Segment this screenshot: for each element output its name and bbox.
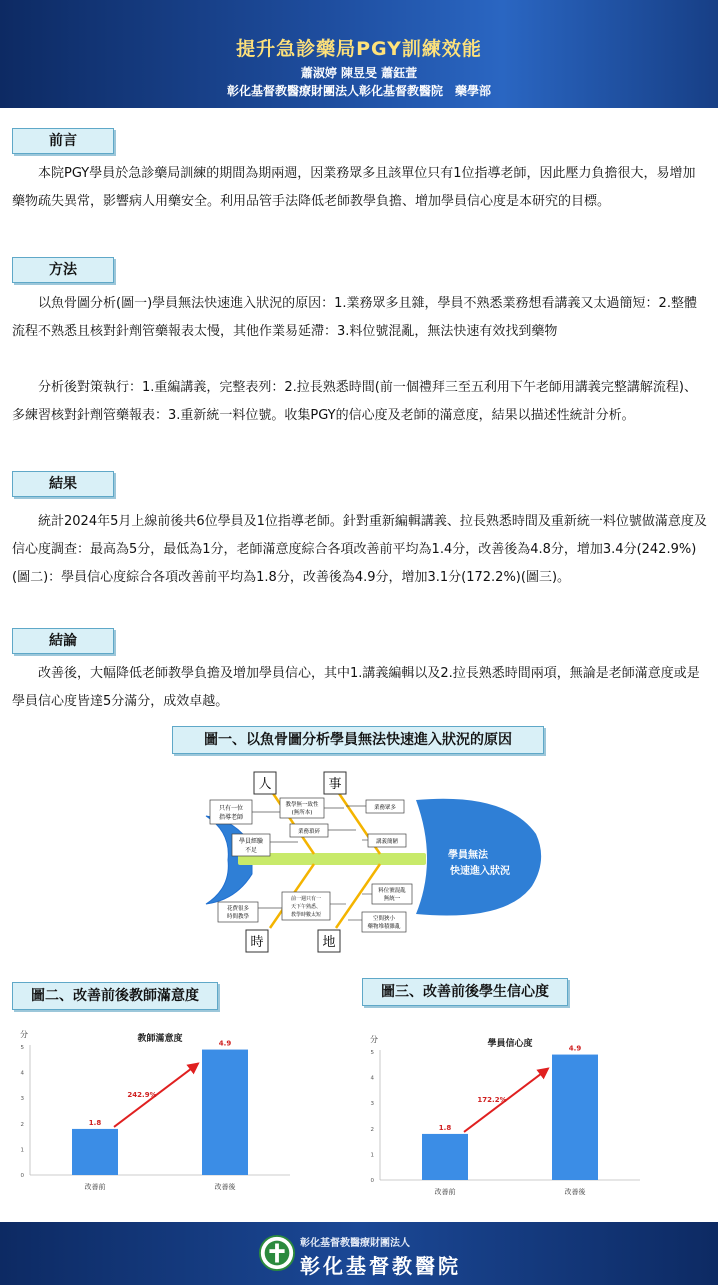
data-label-1: 4.9	[568, 1044, 582, 1053]
cause-place-1: 料位號混亂	[378, 888, 406, 894]
intro-text: 本院PGY學員於急診藥局訓練的期間為期兩週，因業務眾多且該單位只有1位指導老師，因此壓力負擔很大，易增加藥物疏失異常，影響病人用藥安全。利用品管手法降低老師教學負擔、增加學員信心度是本研究的目標。	[12, 166, 696, 209]
section-label-results: 結果	[12, 471, 114, 497]
method-text-2: 分析後對策執行：1.重編講義，完整表列：2.拉長熟悉時間(前一個禮拜三至五利用下午老師用講義完整講解流程)、多練習核對針劑管藥報表：3.重新統一料位號。收集PGY的信心度及老師的滿意度，結果以描述性統計分析。	[12, 380, 697, 423]
y-tick-label: 4	[370, 1075, 374, 1082]
poster-header	[0, 0, 718, 108]
svg-text:(無所本): (無所本)	[291, 810, 313, 816]
svg-text:藥物堆積雜亂: 藥物堆積雜亂	[367, 924, 401, 930]
affiliation: 彰化基督教醫療財團法人彰化基督教醫院 藥學部	[226, 84, 491, 98]
y-tick-label: 2	[20, 1121, 24, 1128]
bar-1	[202, 1050, 248, 1175]
y-tick-label: 5	[20, 1045, 24, 1051]
bar-0	[72, 1129, 118, 1175]
fishbone-diagram	[176, 762, 546, 958]
category-matter: 事	[328, 777, 342, 792]
figure2-title: 圖二、改善前後教師滿意度	[12, 982, 218, 1010]
cause-matter-1: 教學無一致性	[285, 802, 319, 808]
results-text: 統計2024年5月上線前後共6位學員及1位指導老師。針對重新編輯講義、拉長熟悉時間及重新統一料位號做滿意度及信心度調查：最高為5分，最低為1分，老師滿意度綜合各項改善前平均為1.4分，改善後為4.8分，增加3.4分(242.9%)(圖二)：學員信心度綜合各項改善前平均為1.8分，改善後為4.9分，增加3.1分(172.2%)(圖三)。	[12, 514, 707, 585]
y-tick-label: 0	[20, 1173, 24, 1179]
cause-matter-4: 講義簡陋	[375, 839, 399, 845]
cause-time-2: 前一週只有一	[290, 896, 322, 902]
y-tick-label: 3	[20, 1096, 24, 1103]
svg-text:時間教學: 時間教學	[226, 914, 250, 920]
chart-title: 教師滿意度	[137, 1034, 183, 1044]
y-tick-label: 0	[370, 1178, 374, 1184]
fish-head-label-2: 快速進入狀況	[450, 866, 510, 877]
svg-text:教學時數太短: 教學時數太短	[290, 912, 322, 918]
svg-text:不足: 不足	[244, 847, 258, 854]
hospital-logo-icon	[258, 1234, 296, 1272]
footer-org-big: 彰化基督教醫院	[300, 1254, 461, 1278]
chart-unit-label: 分	[20, 1030, 28, 1039]
chart-unit-label: 分	[370, 1035, 378, 1044]
y-tick-label: 1	[370, 1152, 374, 1159]
cause-matter-3: 業務瑣碎	[297, 829, 321, 835]
x-tick-label-0: 改善前	[84, 1183, 106, 1191]
cause-person-2: 學員經驗	[238, 838, 264, 845]
bar-1	[552, 1055, 598, 1180]
data-label-1: 4.9	[218, 1039, 232, 1048]
teacher-satisfaction-chart	[10, 1025, 310, 1205]
y-tick-label: 4	[20, 1070, 24, 1077]
section-label-method: 方法	[12, 257, 114, 283]
chart-title: 學員信心度	[487, 1039, 533, 1049]
poster-title: 提升急診藥局PGY訓練效能	[236, 38, 482, 60]
y-tick-label: 2	[370, 1126, 374, 1133]
growth-annotation: 242.9%	[127, 1091, 157, 1100]
y-tick-label: 3	[370, 1101, 374, 1108]
category-time: 時	[250, 935, 264, 950]
bar-0	[422, 1134, 468, 1180]
cause-time-1: 花費很多	[226, 906, 250, 912]
data-label-0: 1.8	[438, 1123, 452, 1132]
growth-annotation: 172.2%	[477, 1096, 507, 1105]
svg-text:指導老師: 指導老師	[218, 814, 244, 821]
poster-footer	[0, 1222, 718, 1285]
cause-person-1: 只有一位	[218, 805, 244, 812]
category-place: 地	[322, 935, 336, 950]
conclusion-text: 改善後，大幅降低老師教學負擔及增加學員信心，其中1.講義編輯以及2.拉長熟悉時間兩項，無論是老師滿意度或是學員信心度皆達5分滿分，成效卓越。	[12, 666, 700, 709]
footer-org-small: 彰化基督教醫療財團法人	[300, 1238, 410, 1249]
figure3-title: 圖三、改善前後學生信心度	[362, 978, 568, 1006]
svg-text:無統一: 無統一	[383, 896, 401, 902]
y-tick-label: 5	[370, 1050, 374, 1056]
y-tick-label: 1	[20, 1147, 24, 1154]
cause-matter-2: 業務眾多	[373, 805, 397, 811]
method-text-1: 以魚骨圖分析(圖一)學員無法快速進入狀況的原因：1.業務眾多且雜，學員不熟悉業務想看講義又太過簡短：2.整體流程不熟悉且核對針劑管藥報表太慢，其他作業易延滯：3.料位號混亂，無法快速有效找到藥物	[12, 296, 697, 339]
section-label-intro: 前言	[12, 128, 114, 154]
x-tick-label-1: 改善後	[214, 1183, 236, 1191]
x-tick-label-0: 改善前	[434, 1188, 456, 1196]
authors: 蕭淑婷 陳昱旻 蕭鈺萱	[300, 66, 418, 80]
fish-head-label-1: 學員無法	[448, 850, 488, 861]
x-tick-label-1: 改善後	[564, 1188, 586, 1196]
cause-place-2: 空間狹小	[372, 916, 396, 922]
data-label-0: 1.8	[88, 1118, 102, 1127]
section-label-conclusion: 結論	[12, 628, 114, 654]
student-confidence-chart	[360, 1030, 660, 1210]
figure1-title: 圖一、以魚骨圖分析學員無法快速進入狀況的原因	[172, 726, 544, 754]
svg-text:天下午熟悉、: 天下午熟悉、	[290, 904, 322, 910]
category-person: 人	[258, 777, 272, 792]
